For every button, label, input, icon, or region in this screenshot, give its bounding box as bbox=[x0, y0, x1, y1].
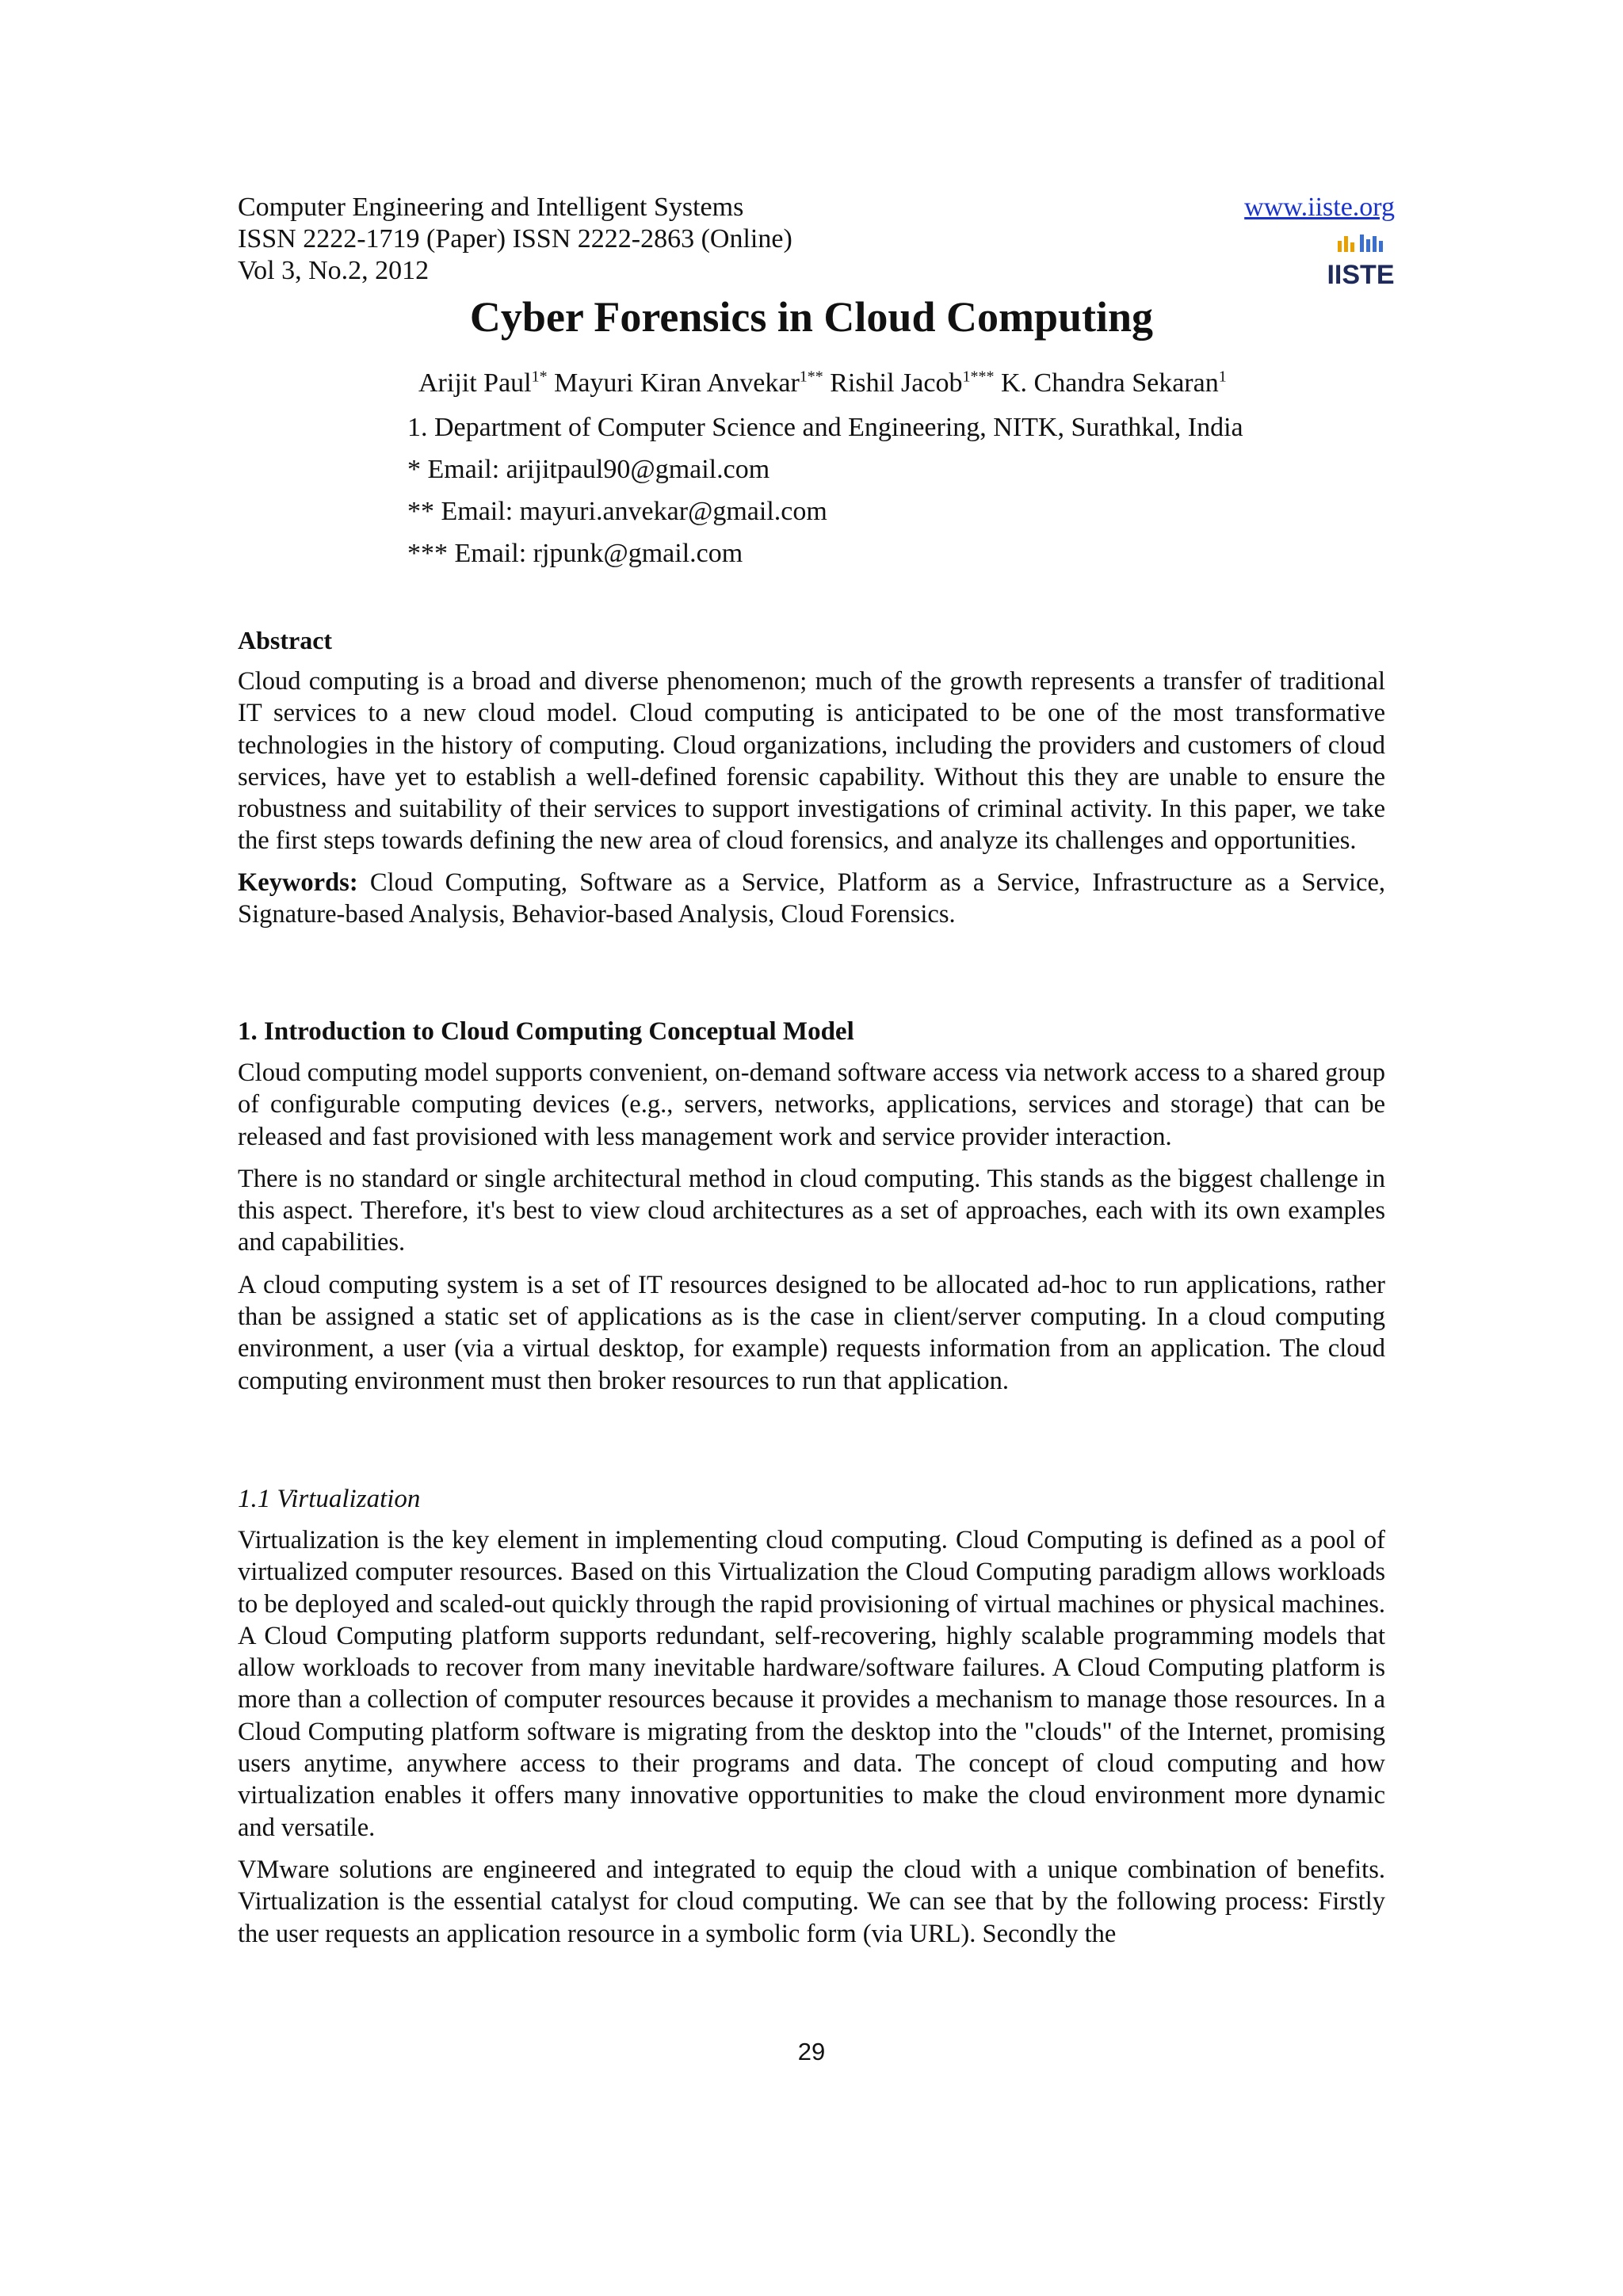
abstract-text: Cloud computing is a broad and diverse phenomenon; much of the growth represents a transfer of traditional IT services to a new cloud model. Cloud computing is anticipated to be one of the most transformative technologies in the history of computing. Cloud organizations, including the providers and customers of cloud services, have yet to establish a well-defined forensic capability. Without this they are unable to ensure the robustness and suitability of their services to support investigations of criminal activity. In this paper, we take the first steps towards defining the new area of cloud forensics, and analyze its challenges and opportunities. bbox=[238, 667, 1385, 856]
abstract-heading: Abstract bbox=[238, 626, 333, 654]
svg-text:IISTE: IISTE bbox=[1327, 260, 1395, 290]
affiliation: 1. Department of Computer Science and Engineering, NITK, Surathkal, India bbox=[407, 413, 1243, 442]
paragraph: Cloud computing model supports convenient, on-demand software access via network access to a shared group of configurable computing devices (e.g., servers, networks, applications, services and storage) that can be released and fast provisioned with less management work and service provider interaction. bbox=[238, 1058, 1385, 1151]
paragraph: VMware solutions are engineered and integrated to equip the cloud with a unique combination of benefits. Virtualization is the essential catalyst for cloud computing. We can see that by the following process: Firstly the user requests an application resource in a symbolic form (via URL). Secondly the bbox=[238, 1855, 1385, 1948]
author-mark: 1* bbox=[531, 368, 548, 386]
author-name: Mayuri Kiran Anvekar bbox=[554, 368, 800, 398]
section-introduction bbox=[238, 1016, 1385, 1397]
journal-header bbox=[238, 192, 1395, 287]
email-line: *** Email: rjpunk@gmail.com bbox=[407, 539, 743, 568]
journal-volume: Vol 3, No.2, 2012 bbox=[238, 256, 430, 285]
author-list bbox=[418, 368, 1227, 399]
journal-issn: ISSN 2222-1719 (Paper) ISSN 2222-2863 (Online) bbox=[238, 224, 792, 254]
author-mark: 1*** bbox=[962, 368, 995, 386]
author-mark: 1 bbox=[1218, 368, 1227, 386]
author-name: Rishil Jacob bbox=[830, 368, 963, 398]
author-name: K. Chandra Sekaran bbox=[1000, 368, 1219, 398]
paragraph: There is no standard or single architectural method in cloud computing. This stands as the biggest challenge in this aspect. Therefore, it's best to view cloud architectures as a set of approaches, each with its own examples and capabilities. bbox=[238, 1164, 1385, 1257]
author-mark: 1** bbox=[799, 368, 823, 386]
paragraph: A cloud computing system is a set of IT resources designed to be allocated ad-hoc to run applications, rather than be assigned a static set of applications as is the case in client/server computing. In a cloud computing environment, a user (via a virtual desktop, for example) requests information from an application. The cloud computing environment must then broker resources to run that application. bbox=[238, 1270, 1385, 1395]
journal-url-link[interactable]: www.iiste.org bbox=[1244, 193, 1395, 222]
page-number: 29 bbox=[797, 2038, 826, 2065]
journal-name: Computer Engineering and Intelligent Systems bbox=[238, 193, 744, 222]
section-virtualization bbox=[238, 1483, 1385, 1950]
keywords bbox=[238, 867, 1385, 931]
paper-title: Cyber Forensics in Cloud Computing bbox=[469, 293, 1154, 341]
keywords-text: Cloud Computing, Software as a Service, Platform as a Service, Infrastructure as a Service, Signature-based Analysis, Behavior-based Analysis, Cloud Forensics. bbox=[238, 868, 1385, 929]
section-heading: 1. Introduction to Cloud Computing Conceptual Model bbox=[238, 1017, 854, 1046]
keywords-label: Keywords: bbox=[238, 868, 358, 897]
email-line: ** Email: mayuri.anvekar@gmail.com bbox=[407, 497, 827, 526]
abstract-section bbox=[238, 624, 1385, 930]
paragraph: Virtualization is the key element in implementing cloud computing. Cloud Computing is defined as a pool of virtualized computer resources. Based on this Virtualization the Cloud Computing paradigm allows workloads to be deployed and scaled-out quickly through the rapid provisioning of virtual machines or physical machines. A Cloud Computing platform supports redundant, self-recovering, highly scalable programming models that allow workloads to recover from many inevitable hardware/software failures. A Cloud Computing platform is more than a collection of computer resources because it provides a mechanism to manage those resources. In a Cloud Computing platform software is migrating from the desktop into the "clouds" of the Internet, promising users anytime, anywhere access to their programs and data. The concept of cloud computing and how virtualization enables it offers many innovative opportunities to make the cloud environment more dynamic and versatile. bbox=[238, 1526, 1385, 1842]
subsection-heading: 1.1 Virtualization bbox=[238, 1485, 421, 1513]
iiste-logo-icon bbox=[1327, 233, 1395, 290]
email-line: * Email: arijitpaul90@gmail.com bbox=[407, 455, 770, 484]
author-name: Arijit Paul bbox=[418, 368, 532, 398]
